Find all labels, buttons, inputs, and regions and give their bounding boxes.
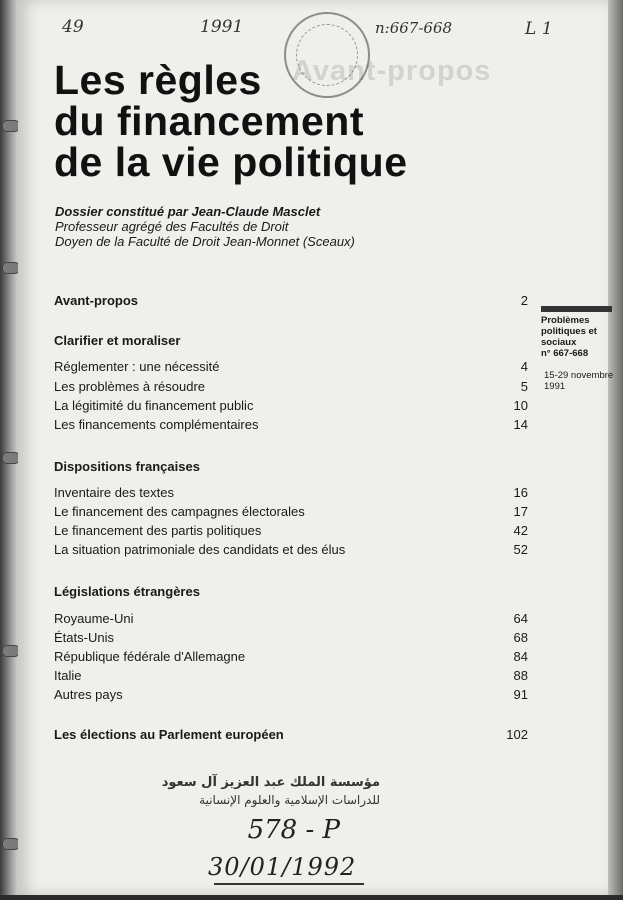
toc-page-number: 91 <box>513 687 528 702</box>
toc-page-number: 10 <box>513 398 528 413</box>
toc-heading: Dispositions françaises <box>54 459 200 474</box>
toc-page-number: 52 <box>513 542 528 557</box>
toc-label: République fédérale d'Allemagne <box>54 649 246 664</box>
handwritten-code: L 1 <box>525 19 553 39</box>
toc-section-heading <box>54 584 528 602</box>
title-line: Les règles <box>54 57 262 103</box>
toc-page-number: 16 <box>513 485 528 500</box>
toc-entry[interactable] <box>54 542 528 560</box>
stamp-institution: مؤسسة الملك عبد العزيز آل سعود <box>161 775 380 790</box>
dossier-role: Professeur agrégé des Facultés de Droit <box>55 219 289 234</box>
toc-entry[interactable] <box>54 649 528 667</box>
handwritten-year: 1991 <box>200 17 244 37</box>
toc-heading: Avant-propos <box>54 293 139 308</box>
toc-entry[interactable] <box>54 417 528 435</box>
toc-label: Italie <box>54 668 82 683</box>
toc-entry[interactable] <box>54 611 528 629</box>
title-line: de la vie politique <box>54 139 408 185</box>
toc-page-number: 64 <box>513 611 528 626</box>
title-line: du financement <box>54 98 364 144</box>
toc-label: Les financements complémentaires <box>54 417 259 432</box>
series-name: politiques et <box>541 326 597 337</box>
toc-label: Autres pays <box>54 687 123 702</box>
toc-label: La légitimité du financement public <box>54 398 254 413</box>
binder-edge <box>0 0 18 900</box>
toc-label: La situation patrimoniale des candidats et des élus <box>54 542 346 557</box>
handwritten-ref: n:667-668 <box>375 19 453 37</box>
toc-section-heading <box>54 333 528 351</box>
series-label <box>541 306 612 370</box>
toc-label: Royaume-Uni <box>54 611 134 626</box>
toc-entry[interactable] <box>54 293 528 311</box>
toc-label: États-Unis <box>54 630 114 645</box>
bleed-through-text: Avant-propos <box>292 55 492 87</box>
dossier-author: Dossier constitué par Jean-Claude Masclet <box>55 204 321 219</box>
dossier-role: Doyen de la Faculté de Droit Jean-Monnet (Sceaux) <box>55 234 355 249</box>
series-name: sociaux <box>541 337 577 348</box>
toc-label: Inventaire des textes <box>54 485 174 500</box>
toc-entry[interactable] <box>54 379 528 397</box>
stamp-register-number: 578 - P <box>247 815 340 845</box>
toc-entry[interactable] <box>54 485 528 503</box>
toc-label: Réglementer : une nécessité <box>54 359 220 374</box>
issue-year: 1991 <box>544 381 566 392</box>
toc-label: Le financement des partis politiques <box>54 523 262 538</box>
page-bottom-edge <box>0 895 623 900</box>
toc-entry[interactable] <box>54 630 528 648</box>
toc-page-number: 14 <box>513 417 528 432</box>
stamp-date: 30/01/1992 <box>208 853 357 881</box>
page-right-edge <box>608 0 623 900</box>
toc-entry[interactable] <box>54 687 528 705</box>
issue-date <box>544 370 613 392</box>
toc-page-number: 17 <box>513 504 528 519</box>
toc-page-number: 88 <box>513 668 528 683</box>
toc-heading: Les élections au Parlement européen <box>54 727 284 742</box>
toc-heading: Législations étrangères <box>54 584 200 599</box>
toc-entry[interactable] <box>54 398 528 416</box>
handwritten-number: 49 <box>62 17 84 37</box>
toc-heading: Clarifier et moraliser <box>54 333 181 348</box>
toc-label: Le financement des campagnes électorales <box>54 504 305 519</box>
toc-page-number: 2 <box>520 293 528 308</box>
toc-entry[interactable] <box>54 727 528 745</box>
toc-label: Les problèmes à résoudre <box>54 379 206 394</box>
toc-entry[interactable] <box>54 359 528 377</box>
issue-date-range: 15-29 novembre <box>544 370 614 381</box>
toc-section-heading <box>54 459 528 477</box>
toc-page-number: 68 <box>513 630 528 645</box>
toc-entry[interactable] <box>54 523 528 541</box>
toc-page-number: 5 <box>520 379 528 394</box>
toc-entry[interactable] <box>54 668 528 686</box>
toc-page-number: 84 <box>513 649 528 664</box>
toc-page-number: 4 <box>520 359 528 374</box>
toc-entry[interactable] <box>54 504 528 522</box>
toc-page-number: 42 <box>513 523 528 538</box>
toc-page-number: 102 <box>506 727 528 742</box>
dossier-credits <box>55 204 355 249</box>
issue-number: n° 667-668 <box>541 348 589 359</box>
series-name: Problèmes <box>541 315 590 326</box>
stamp-underline <box>214 883 364 885</box>
library-registration-stamp <box>161 775 380 885</box>
stamp-institution-sub: للدراسات الإسلامية والعلوم الإنسانية <box>199 793 380 807</box>
